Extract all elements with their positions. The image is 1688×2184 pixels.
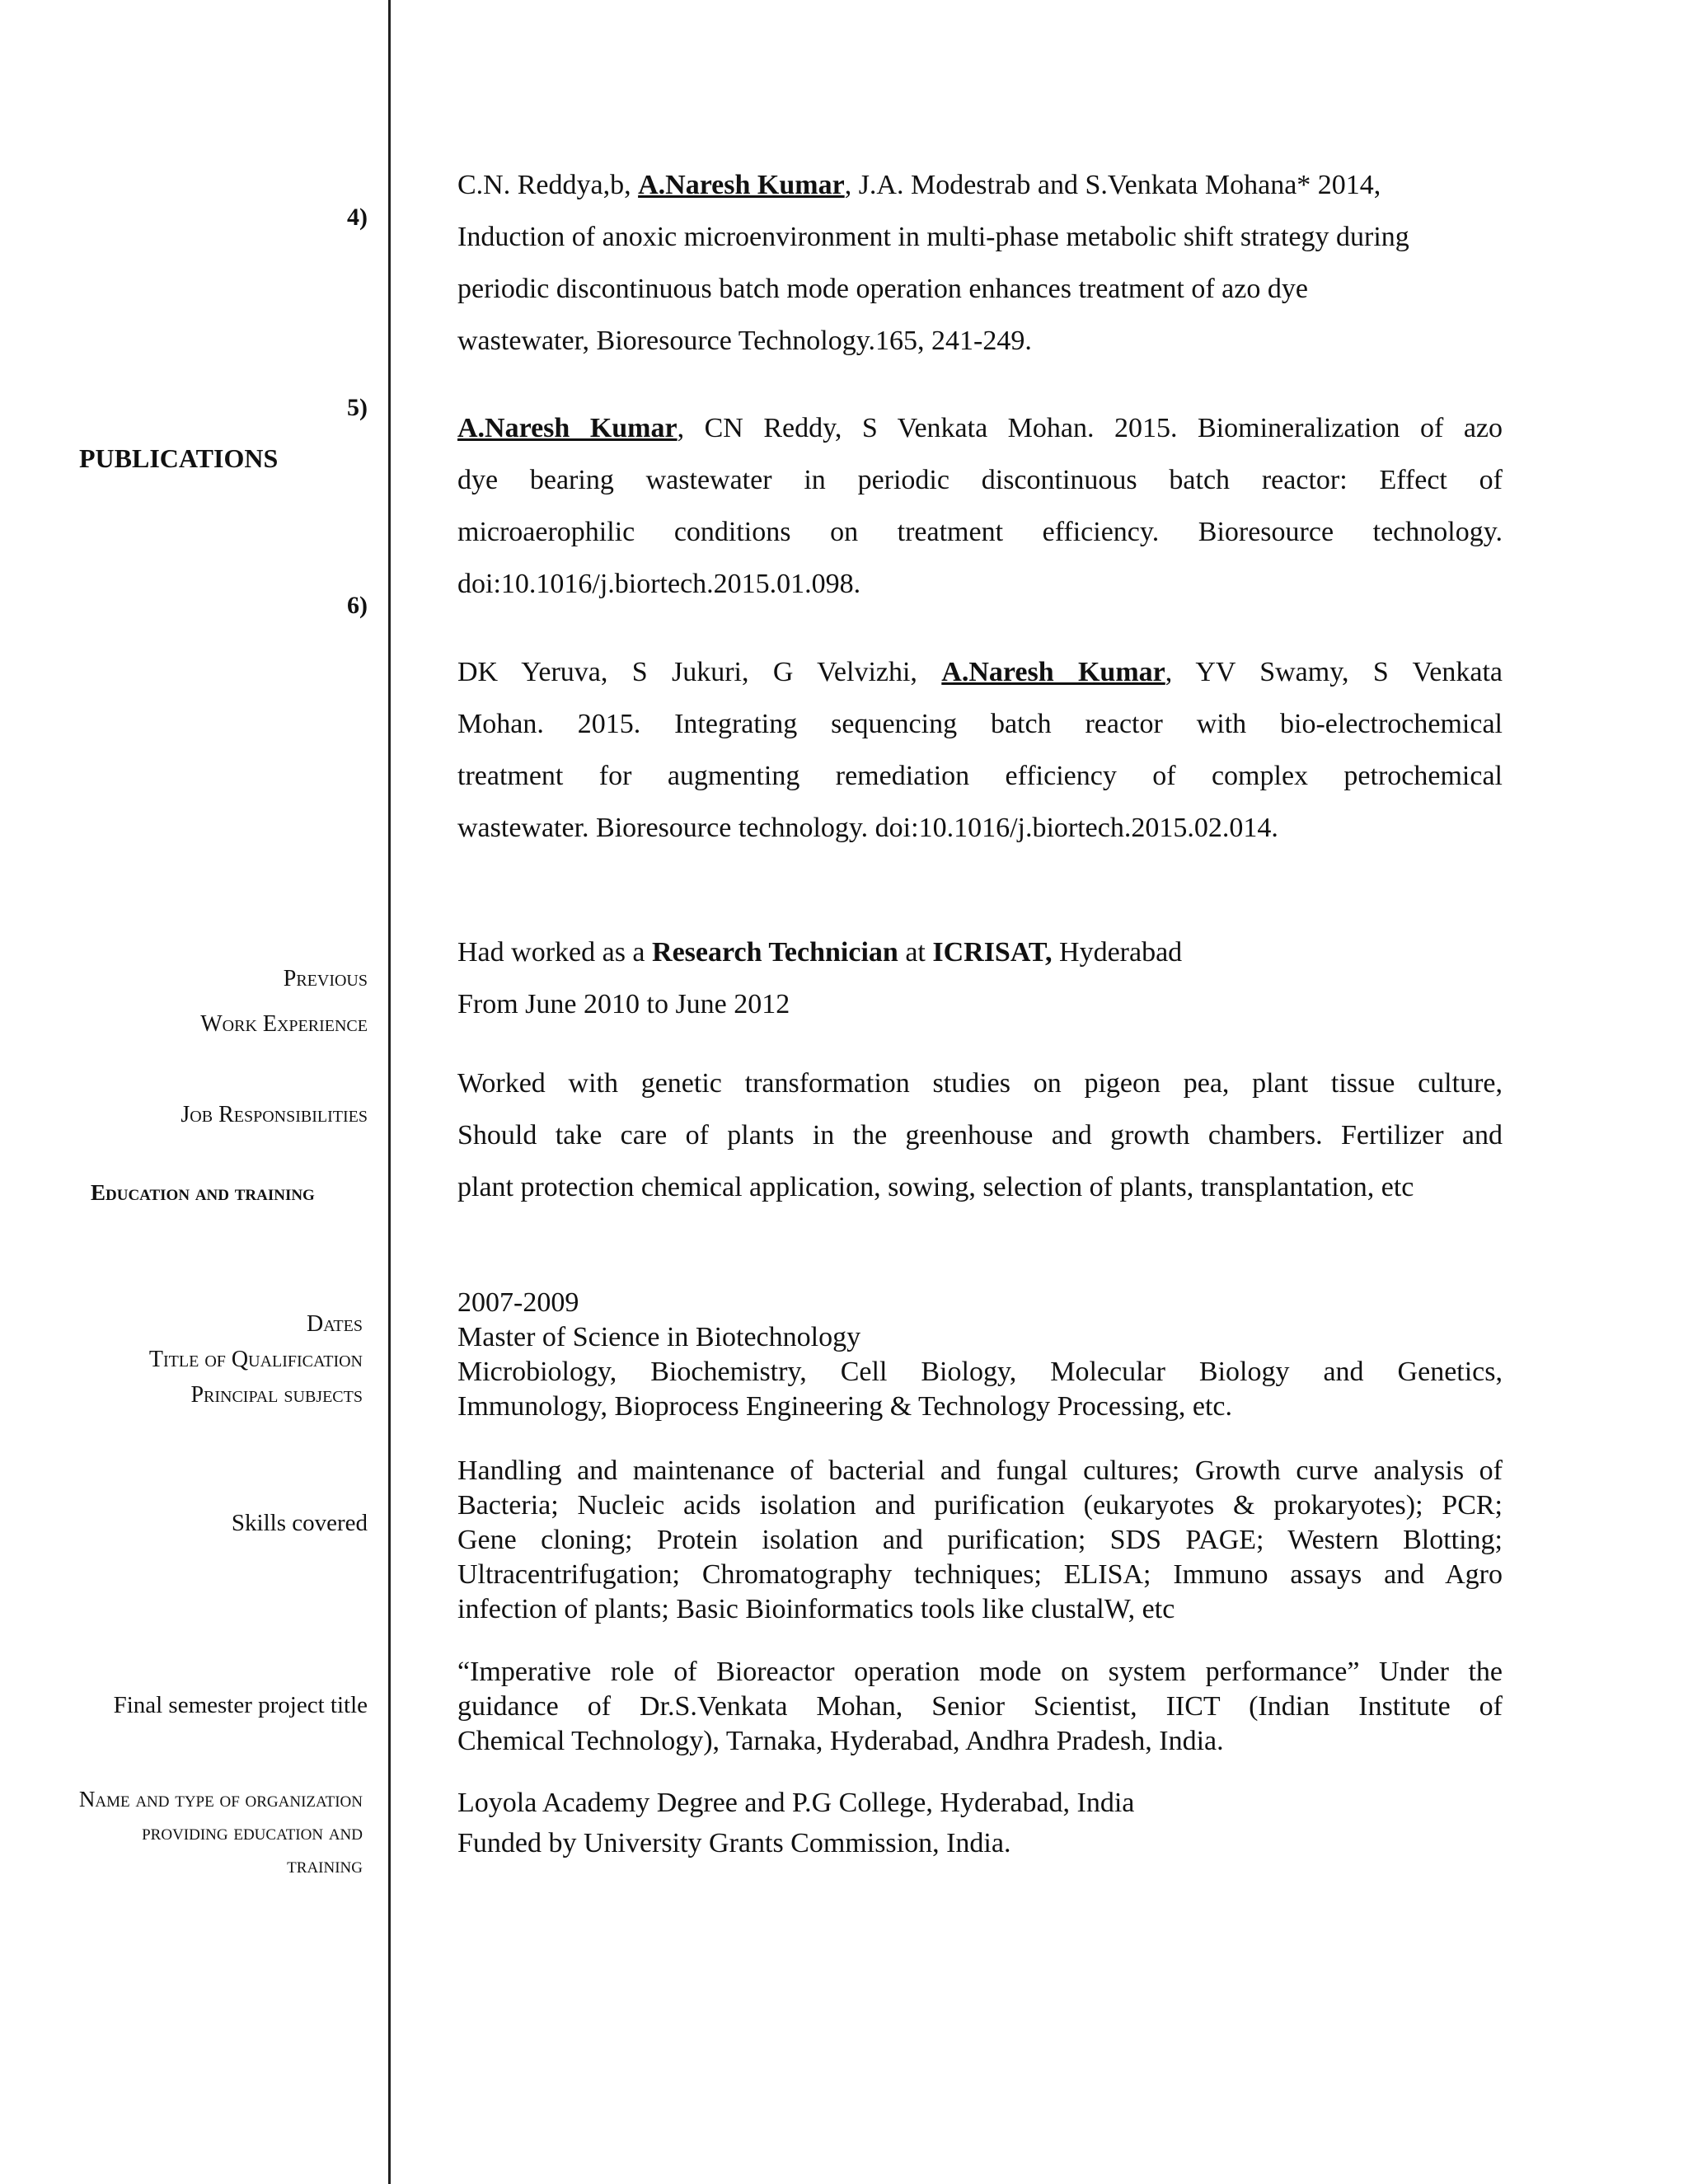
organization-block [457, 1783, 1503, 1863]
education-dates: 2007-2009 [457, 1287, 579, 1318]
project-line-1: “Imperative role of Bioreactor operation mode on system performance” Under the [457, 1657, 1503, 1687]
work-experience-label: Work Experience [200, 1011, 368, 1037]
skills-covered-label: Skills covered [231, 1510, 368, 1536]
qualification-label: Title of Qualification [148, 1347, 363, 1372]
pub4-line-2: Induction of anoxic microenvironment in multi-phase metabolic shift strategy during [457, 222, 1409, 252]
pub5-line-2: dye bearing wastewater in periodic discontinuous batch reactor: Effect of [457, 465, 1503, 495]
pub6-line-2: Mohan. 2015. Integrating sequencing batch reactor with bio-electrochemical [457, 709, 1503, 739]
org-label-line-1: Name and type of organization [78, 1787, 363, 1811]
org-label-line-3: training [287, 1853, 363, 1877]
organization-label [8, 1783, 363, 1882]
pub6-line-4: wastewater. Bioresource technology. doi:10.1016/j.biortech.2015.02.014. [457, 813, 1278, 843]
principal-subjects-label: Principal subjects [190, 1382, 363, 1408]
org-line-1: Loyola Academy Degree and P.G College, Hyderabad, India [457, 1788, 1135, 1818]
project-block [457, 1655, 1503, 1759]
skills-block [457, 1454, 1503, 1627]
publication-6 [457, 646, 1503, 854]
project-line-2: guidance of Dr.S.Venkata Mohan, Senior Scientist, IICT (Indian Institute of [457, 1691, 1503, 1722]
pub6-line-1: DK Yeruva, S Jukuri, G Velvizhi, A.Naresh Kumar, YV Swamy, S Venkata [457, 657, 1503, 687]
pub-number-6: 6) [347, 592, 368, 619]
work-dates: From June 2010 to June 2012 [457, 989, 790, 1019]
pub6-line-3: treatment for augmenting remediation efficiency of complex petrochemical [457, 761, 1503, 791]
education-training-heading: Education and training [91, 1180, 315, 1205]
resp-line-3: plant protection chemical application, sowing, selection of plants, transplantation, etc [457, 1172, 1414, 1202]
skills-line-5: infection of plants; Basic Bioinformatics tools like clustalW, etc [457, 1594, 1175, 1624]
highlighted-author: A.Naresh Kumar [941, 657, 1165, 687]
subjects-line-2: Immunology, Bioprocess Engineering & Technology Processing, etc. [457, 1391, 1233, 1422]
publication-4 [457, 159, 1503, 367]
publication-5 [457, 402, 1503, 610]
final-project-label: Final semester project title [113, 1692, 368, 1718]
org-line-2: Funded by University Grants Commission, India. [457, 1828, 1011, 1858]
publications-heading: PUBLICATIONS [79, 443, 279, 473]
dates-label: Dates [306, 1311, 363, 1337]
skills-line-1: Handling and maintenance of bacterial and fungal cultures; Growth curve analysis of [457, 1455, 1503, 1486]
skills-line-4: Ultracentrifugation; Chromatography techniques; ELISA; Immuno assays and Agro [457, 1559, 1503, 1590]
education-labels [82, 1306, 363, 1413]
subjects-line-1: Microbiology, Biochemistry, Cell Biology, Molecular Biology and Genetics, [457, 1357, 1503, 1387]
pub-number-4: 4) [347, 204, 368, 231]
work-line-1: Had worked as a Research Technician at ICRISAT, Hyderabad [457, 937, 1183, 968]
employer: ICRISAT, [932, 937, 1053, 968]
resp-line-2: Should take care of plants in the greenhouse and growth chambers. Fertilizer and [457, 1120, 1503, 1151]
project-line-3: Chemical Technology), Tarnaka, Hyderabad, Andhra Pradesh, India. [457, 1726, 1224, 1756]
column-divider [388, 0, 391, 2184]
education-block [457, 1286, 1503, 1424]
skills-line-2: Bacteria; Nucleic acids isolation and purification (eukaryotes & prokaryotes); PCR; [457, 1490, 1503, 1521]
job-responsibilities-label: Job Responsibilities [181, 1102, 368, 1127]
skills-line-3: Gene cloning; Protein isolation and purification; SDS PAGE; Western Blotting; [457, 1525, 1503, 1555]
highlighted-author: A.Naresh Kumar [638, 170, 845, 200]
work-experience [457, 926, 1503, 1030]
job-responsibilities [457, 1057, 1503, 1213]
pub4-line-4: wastewater, Bioresource Technology.165, 241-249. [457, 326, 1032, 356]
previous-label: Previous [283, 966, 368, 991]
job-role: Research Technician [652, 937, 898, 968]
pub4-line-1: C.N. Reddya,b, A.Naresh Kumar, J.A. Modestrab and S.Venkata Mohana* 2014, [457, 170, 1381, 200]
previous-work-label [82, 956, 368, 1047]
org-label-line-2: providing education and [142, 1820, 363, 1844]
pub5-line-4: doi:10.1016/j.biortech.2015.01.098. [457, 569, 861, 599]
pub5-line-1: A.Naresh Kumar, CN Reddy, S Venkata Mohan. 2015. Biomineralization of azo [457, 413, 1503, 443]
highlighted-author: A.Naresh Kumar [457, 413, 678, 443]
resp-line-1: Worked with genetic transformation studies on pigeon pea, plant tissue culture, [457, 1068, 1503, 1099]
pub5-line-3: microaerophilic conditions on treatment efficiency. Bioresource technology. [457, 517, 1503, 547]
education-qualification: Master of Science in Biotechnology [457, 1322, 861, 1352]
pub-number-5: 5) [347, 394, 368, 421]
pub4-line-3: periodic discontinuous batch mode operation enhances treatment of azo dye [457, 274, 1308, 304]
